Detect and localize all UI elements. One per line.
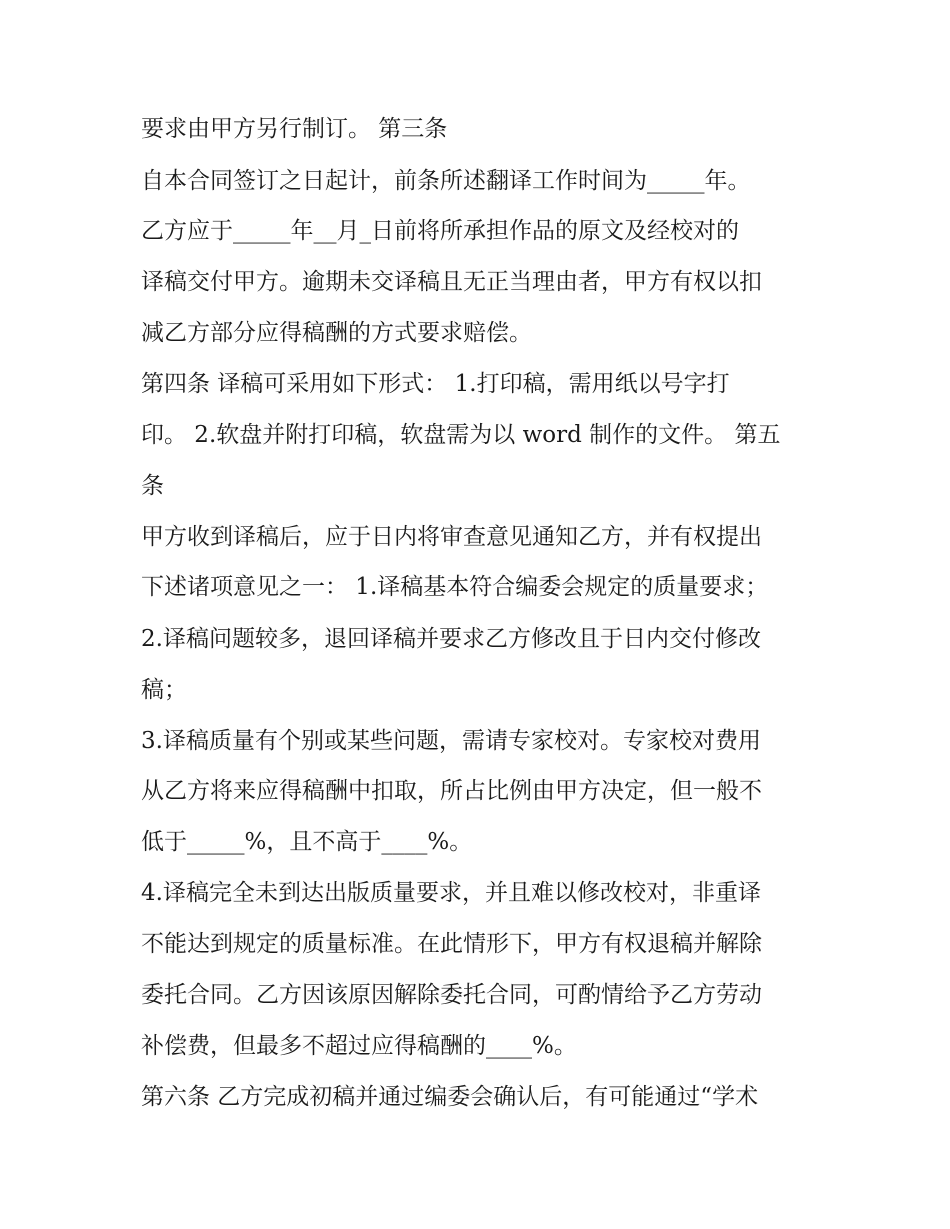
- text-line: 不能达到规定的质量标准。在此情形下，甲方有权退稿并解除: [141, 931, 762, 957]
- text-line: 补偿费，但最多不超过应得稿酬的____%。: [141, 1033, 577, 1059]
- text-line: 印。 2.软盘并附打印稿，软盘需为以 word 制作的文件。 第五: [141, 422, 781, 448]
- text-line: 减乙方部分应得稿酬的方式要求赔偿。: [141, 320, 532, 346]
- text-line: 译稿交付甲方。逾期未交译稿且无正当理由者，甲方有权以扣: [141, 269, 762, 295]
- text-line: 从乙方将来应得稿酬中扣取，所占比例由甲方决定，但一般不: [141, 778, 762, 804]
- text-line: 2.译稿问题较多，退回译稿并要求乙方修改且于日内交付修改: [141, 626, 761, 652]
- text-line: 低于_____%，且不高于____%。: [141, 829, 473, 855]
- text-line: 乙方应于_____年__月_日前将所承担作品的原文及经校对的: [141, 218, 739, 244]
- text-line: 第六条 乙方完成初稿并通过编委会确认后，有可能通过“学术: [141, 1084, 759, 1110]
- text-line: 甲方收到译稿后，应于日内将审查意见通知乙方，并有权提出: [141, 524, 762, 550]
- text-line: 下述诸项意见之一： 1.译稿基本符合编委会规定的质量要求；: [141, 574, 769, 600]
- text-line: 第四条 译稿可采用如下形式： 1.打印稿，需用纸以号字打: [141, 371, 730, 397]
- text-line: 要求由甲方另行制订。 第三条: [141, 116, 448, 142]
- text-line: 条: [141, 473, 164, 499]
- text-line: 委托合同。乙方因该原因解除委托合同，可酌情给予乙方劳动: [141, 982, 762, 1008]
- text-line: 稿；: [141, 677, 187, 703]
- text-line: 3.译稿质量有个别或某些问题，需请专家校对。专家校对费用: [141, 728, 761, 754]
- text-line: 4.译稿完全未到达出版质量要求，并且难以修改校对，非重译: [141, 880, 761, 906]
- text-line: 自本合同签订之日起计，前条所述翻译工作时间为_____年。: [141, 168, 751, 194]
